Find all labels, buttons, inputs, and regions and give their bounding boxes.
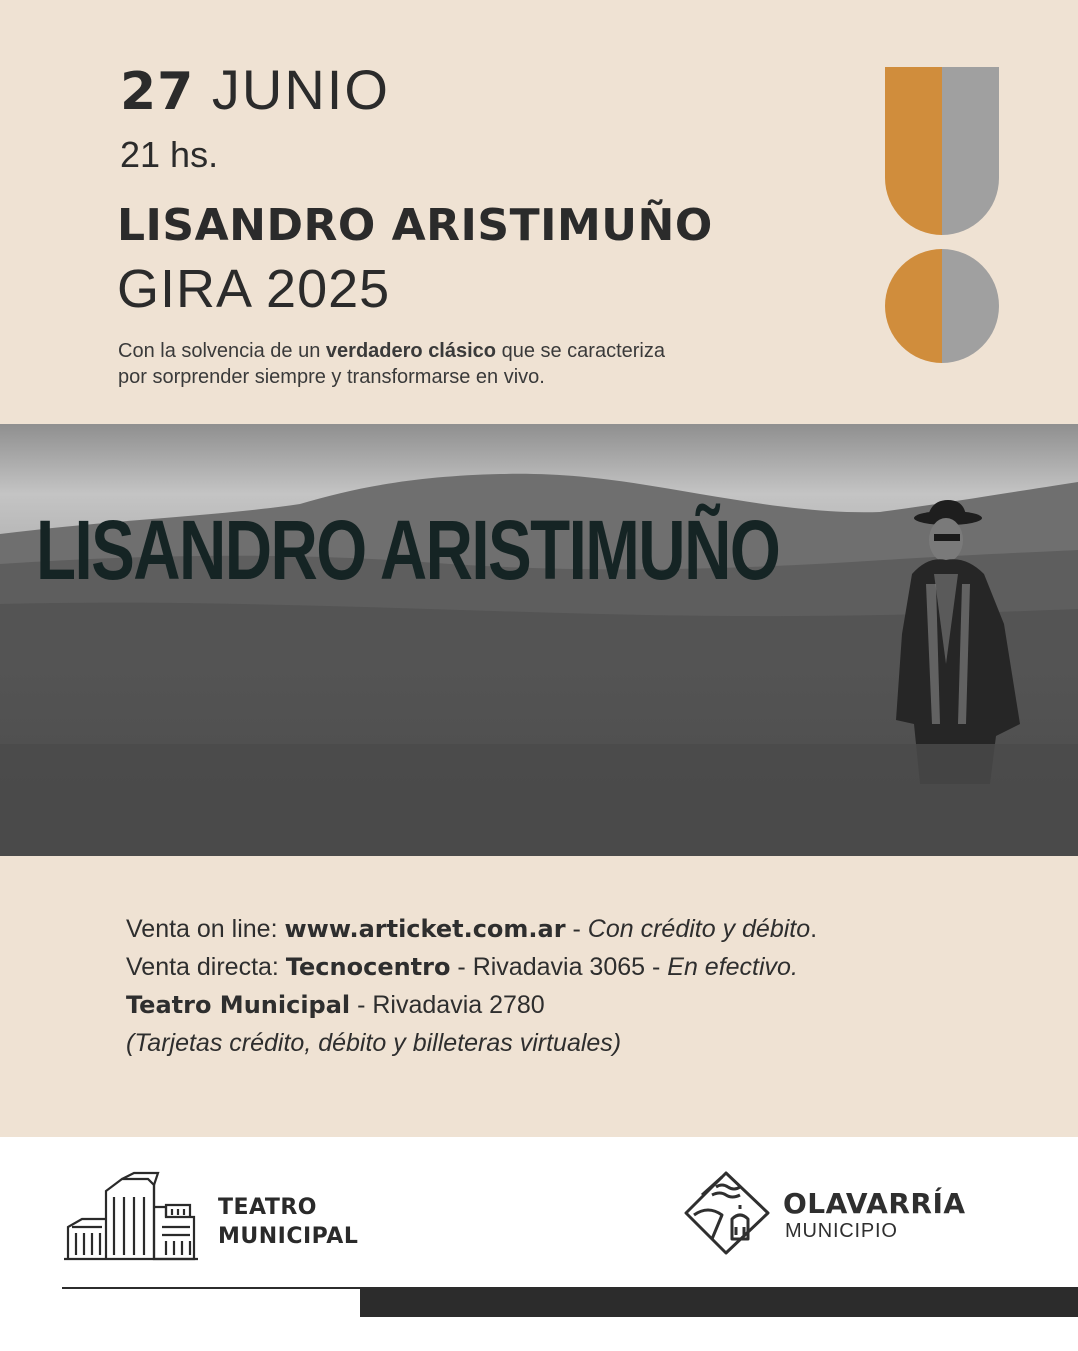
theatre-place: Teatro Municipal — [126, 991, 351, 1019]
photo-artist-title: LISANDRO ARISTIMUÑO — [36, 503, 780, 597]
footer-bar — [360, 1288, 1078, 1317]
online-payment-note: Con crédito y débito — [587, 915, 811, 943]
footer — [0, 1137, 1078, 1351]
direct-sales-address: - Rivadavia 3065 - — [450, 953, 668, 981]
tour-name: GIRA 2025 — [117, 259, 391, 319]
description-line-2: por sorprender siempre y transformarse en vivo. — [118, 366, 545, 388]
payment-methods-note — [126, 1024, 817, 1062]
municipio-subtitle: MUNICIPIO — [785, 1220, 898, 1242]
payment-methods-text: (Tarjetas crédito, débito y billeteras virtuales) — [126, 1029, 622, 1057]
theatre-address: - Rivadavia 2780 — [350, 991, 545, 1019]
decorative-shapes-icon — [885, 67, 999, 363]
online-sales-line — [126, 910, 817, 948]
online-sep: - — [565, 915, 588, 943]
olavarria-municipio-logo-icon — [682, 1169, 772, 1257]
online-end: . — [810, 915, 818, 943]
teatro-municipal-wordmark — [218, 1193, 358, 1251]
teatro-line-1: TEATRO — [218, 1195, 318, 1220]
ticket-sales-info — [126, 910, 817, 1062]
direct-sales-line — [126, 948, 817, 986]
event-time: 21 hs. — [120, 134, 219, 175]
teatro-line-2: MUNICIPAL — [218, 1224, 359, 1249]
description-text-end: que se caracteriza — [496, 340, 665, 362]
ticket-site-link[interactable]: www.articket.com.ar — [284, 915, 566, 943]
event-month: JUNIO — [211, 58, 390, 121]
teatro-municipal-building-icon — [62, 1157, 202, 1267]
municipio-name: OLAVARRÍA — [783, 1187, 966, 1220]
event-description — [118, 338, 818, 390]
description-text: Con la solvencia de un — [118, 340, 326, 362]
theatre-sales-line — [126, 986, 817, 1024]
online-sales-label: Venta on line: — [126, 915, 285, 943]
artist-photo-banner — [0, 424, 1078, 856]
event-day: 27 — [120, 62, 195, 122]
description-highlight: verdadero clásico — [325, 340, 497, 362]
event-date — [120, 58, 390, 122]
landscape-illustration — [0, 424, 1078, 856]
event-header — [0, 0, 1078, 424]
direct-sales-label: Venta directa: — [126, 953, 286, 981]
direct-payment-note: En efectivo. — [667, 953, 798, 981]
direct-sales-place: Tecnocentro — [285, 953, 451, 981]
artist-name: LISANDRO ARISTIMUÑO — [117, 200, 713, 251]
